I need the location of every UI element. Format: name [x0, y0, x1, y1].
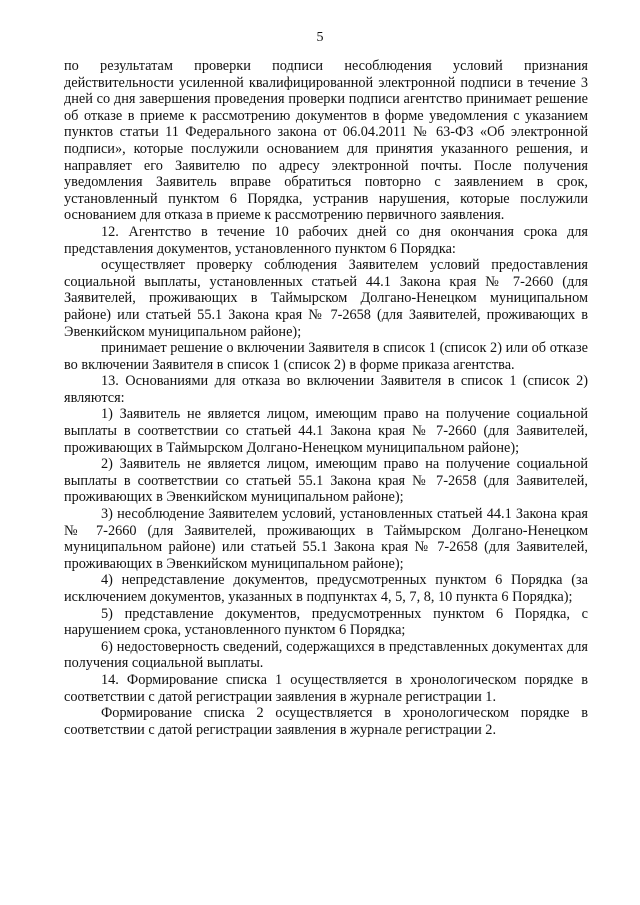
paragraph-subitem-5: 5) представление документов, предусмотренных пунктом 6 Порядка, с нарушением срока, установленного пунктом 6 Порядка;: [64, 605, 588, 639]
paragraph-subitem-6: 6) недостоверность сведений, содержащихся в представленных документах для получения социальной выплаты.: [64, 638, 588, 672]
paragraph-subitem-4: 4) непредставление документов, предусмотренных пунктом 6 Порядка (за исключением документов, указанных в подпунктах 4, 5, 7, 8, 10 пункта 6 Порядка);: [64, 572, 588, 605]
paragraph-continuation: по результатам проверки подписи несоблюдения условий признания действительности усиленной квалифицированной электронной подписи в течение 3 дней со дня завершения проведения проверки подписи агентство принимает решение об отказе в приеме к рассмотрению документов в форме уведомления с указанием пунктов статьи 11 Федерального закона от 06.04.2011 № 63-ФЗ «Об электронной подписи», которые послужили основанием для принятия указанного решения, и направляет его Заявителю по адресу электронной почты. После получения уведомления Заявитель вправе обратиться повторно с заявлением в срок, установленный пунктом 6 Порядка, устранив нарушения, которые послужили основанием для отказа в приеме к рассмотрению первичного заявления.: [64, 58, 588, 224]
document-body: [64, 58, 588, 738]
paragraph-list-2: Формирование списка 2 осуществляется в хронологическом порядке в соответствии с датой регистрации заявления в журнале регистрации 2.: [64, 705, 588, 738]
paragraph-check-conditions: осуществляет проверку соблюдения Заявителем условий предоставления социальной выплаты, установленных статьей 44.1 Закона края № 7-2660 (для Заявителей, проживающих в Таймырском Долгано-Ненецком муниципальном районе) или статьей 55.1 Закона края № 7-2658 (для Заявителей, проживающих в Эвенкийском муниципальном районе);: [64, 257, 588, 340]
paragraph-item-14: 14. Формирование списка 1 осуществляется в хронологическом порядке в соответствии с датой регистрации заявления в журнале регистрации 1.: [64, 671, 588, 705]
page-number: 5: [316, 30, 324, 45]
paragraph-decision: принимает решение о включении Заявителя в список 1 (список 2) или об отказе во включении Заявителя в список 1 (список 2) в форме приказа агентства.: [64, 340, 588, 373]
paragraph-item-13: 13. Основаниями для отказа во включении Заявителя в список 1 (список 2) являются:: [64, 373, 588, 406]
paragraph-subitem-1: 1) Заявитель не является лицом, имеющим право на получение социальной выплаты в соответствии со статьей 44.1 Закона края № 7-2660 (для Заявителей, проживающих в Таймырском Долгано-Ненецком муниципальном районе);: [64, 406, 588, 456]
paragraph-subitem-3: 3) несоблюдение Заявителем условий, установленных статьей 44.1 Закона края № 7-2660 (для Заявителей, проживающих в Таймырском Долгано-Ненецком муниципальном районе) или статьей 55.1 Закона края № 7-2658 (для Заявителей, проживающих в Эвенкийском муниципальном районе);: [64, 506, 588, 572]
paragraph-item-12: 12. Агентство в течение 10 рабочих дней со дня окончания срока для представления документов, установленного пунктом 6 Порядка:: [64, 223, 588, 257]
paragraph-subitem-2: 2) Заявитель не является лицом, имеющим право на получение социальной выплаты в соответствии со статьей 55.1 Закона края № 7-2658 (для Заявителей, проживающих в Эвенкийском муниципальном районе);: [64, 456, 588, 506]
